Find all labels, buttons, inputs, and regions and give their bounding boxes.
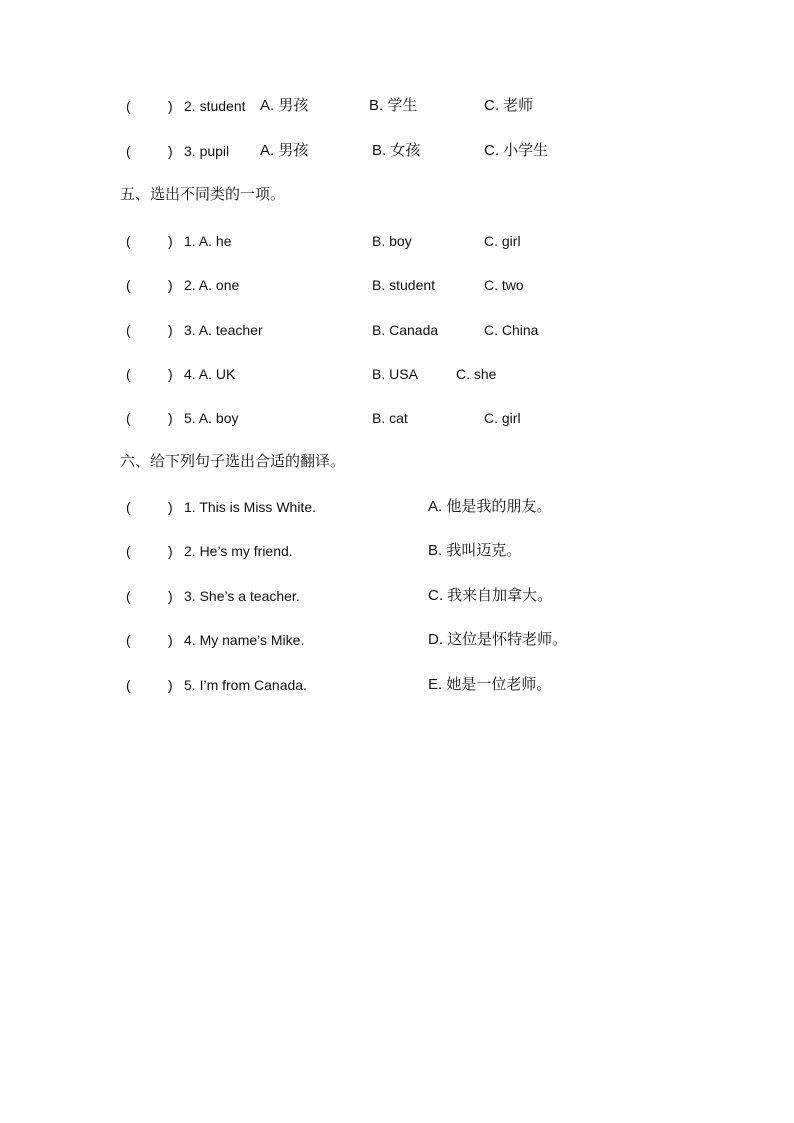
english-sentence: 3. She’s a teacher. (184, 588, 300, 604)
answer-paren-open: ( (126, 588, 131, 604)
option-a: 3. A. teacher (184, 322, 263, 338)
option-a: 2. A. one (184, 277, 240, 293)
vocab-question-row (0, 94, 794, 118)
odd-one-out-row (0, 318, 794, 342)
answer-paren-close: ) (168, 143, 173, 159)
answer-paren-open: ( (126, 499, 131, 515)
answer-paren-close: ) (168, 233, 173, 249)
option-a: A. 男孩 (260, 97, 309, 114)
option-b: B. USA (372, 366, 418, 382)
odd-one-out-row (0, 406, 794, 430)
chinese-option: A. 他是我的朋友。 (428, 498, 552, 515)
odd-one-out-row (0, 229, 794, 253)
answer-paren-open: ( (126, 277, 131, 293)
answer-paren-close: ) (168, 499, 173, 515)
option-b: B. 学生 (369, 97, 418, 114)
answer-paren-close: ) (168, 677, 173, 693)
option-c: C. girl (484, 410, 521, 426)
option-c: C. China (484, 322, 539, 338)
answer-paren-open: ( (126, 233, 131, 249)
option-b: B. Canada (372, 322, 439, 338)
option-b: B. student (372, 277, 436, 293)
answer-paren-close: ) (168, 632, 173, 648)
option-a: 5. A. boy (184, 410, 239, 426)
vocab-question-row (0, 139, 794, 163)
chinese-option: E. 她是一位老师。 (428, 676, 552, 693)
option-a: 4. A. UK (184, 366, 236, 382)
answer-paren-close: ) (168, 543, 173, 559)
chinese-option: C. 我来自加拿大。 (428, 587, 553, 604)
answer-paren-open: ( (126, 410, 131, 426)
odd-one-out-row (0, 362, 794, 386)
option-c: C. 小学生 (484, 142, 549, 159)
option-b: B. boy (372, 233, 412, 249)
translation-row (0, 628, 794, 652)
section6-heading: 六、给下列句子选出合适的翻译。 (120, 453, 346, 470)
option-c: C. two (484, 277, 524, 293)
translation-row (0, 673, 794, 697)
chinese-option: B. 我叫迈克。 (428, 542, 522, 559)
answer-paren-close: ) (168, 322, 173, 338)
answer-paren-open: ( (126, 543, 131, 559)
english-sentence: 5. I’m from Canada. (184, 677, 307, 693)
question-word: 3. pupil (184, 143, 230, 159)
odd-one-out-row (0, 273, 794, 297)
option-c: C. she (456, 366, 497, 382)
answer-paren-open: ( (126, 98, 131, 114)
answer-paren-open: ( (126, 677, 131, 693)
chinese-option: D. 这位是怀特老师。 (428, 631, 568, 648)
answer-paren-close: ) (168, 588, 173, 604)
answer-paren-open: ( (126, 366, 131, 382)
english-sentence: 4. My name’s Mike. (184, 632, 305, 648)
answer-paren-close: ) (168, 366, 173, 382)
section5-heading: 五、选出不同类的一项。 (120, 186, 286, 203)
option-a: 1. A. he (184, 233, 232, 249)
answer-paren-close: ) (168, 277, 173, 293)
answer-paren-open: ( (126, 322, 131, 338)
option-b: B. 女孩 (372, 142, 421, 159)
option-b: B. cat (372, 410, 408, 426)
option-a: A. 男孩 (260, 142, 309, 159)
answer-paren-close: ) (168, 410, 173, 426)
answer-paren-close: ) (168, 98, 173, 114)
english-sentence: 2. He’s my friend. (184, 543, 293, 559)
answer-paren-open: ( (126, 143, 131, 159)
translation-row (0, 495, 794, 519)
option-c: C. 老师 (484, 97, 534, 114)
english-sentence: 1. This is Miss White. (184, 499, 316, 515)
answer-paren-open: ( (126, 632, 131, 648)
translation-row (0, 539, 794, 563)
question-word: 2. student (184, 98, 246, 114)
option-c: C. girl (484, 233, 521, 249)
translation-row (0, 584, 794, 608)
